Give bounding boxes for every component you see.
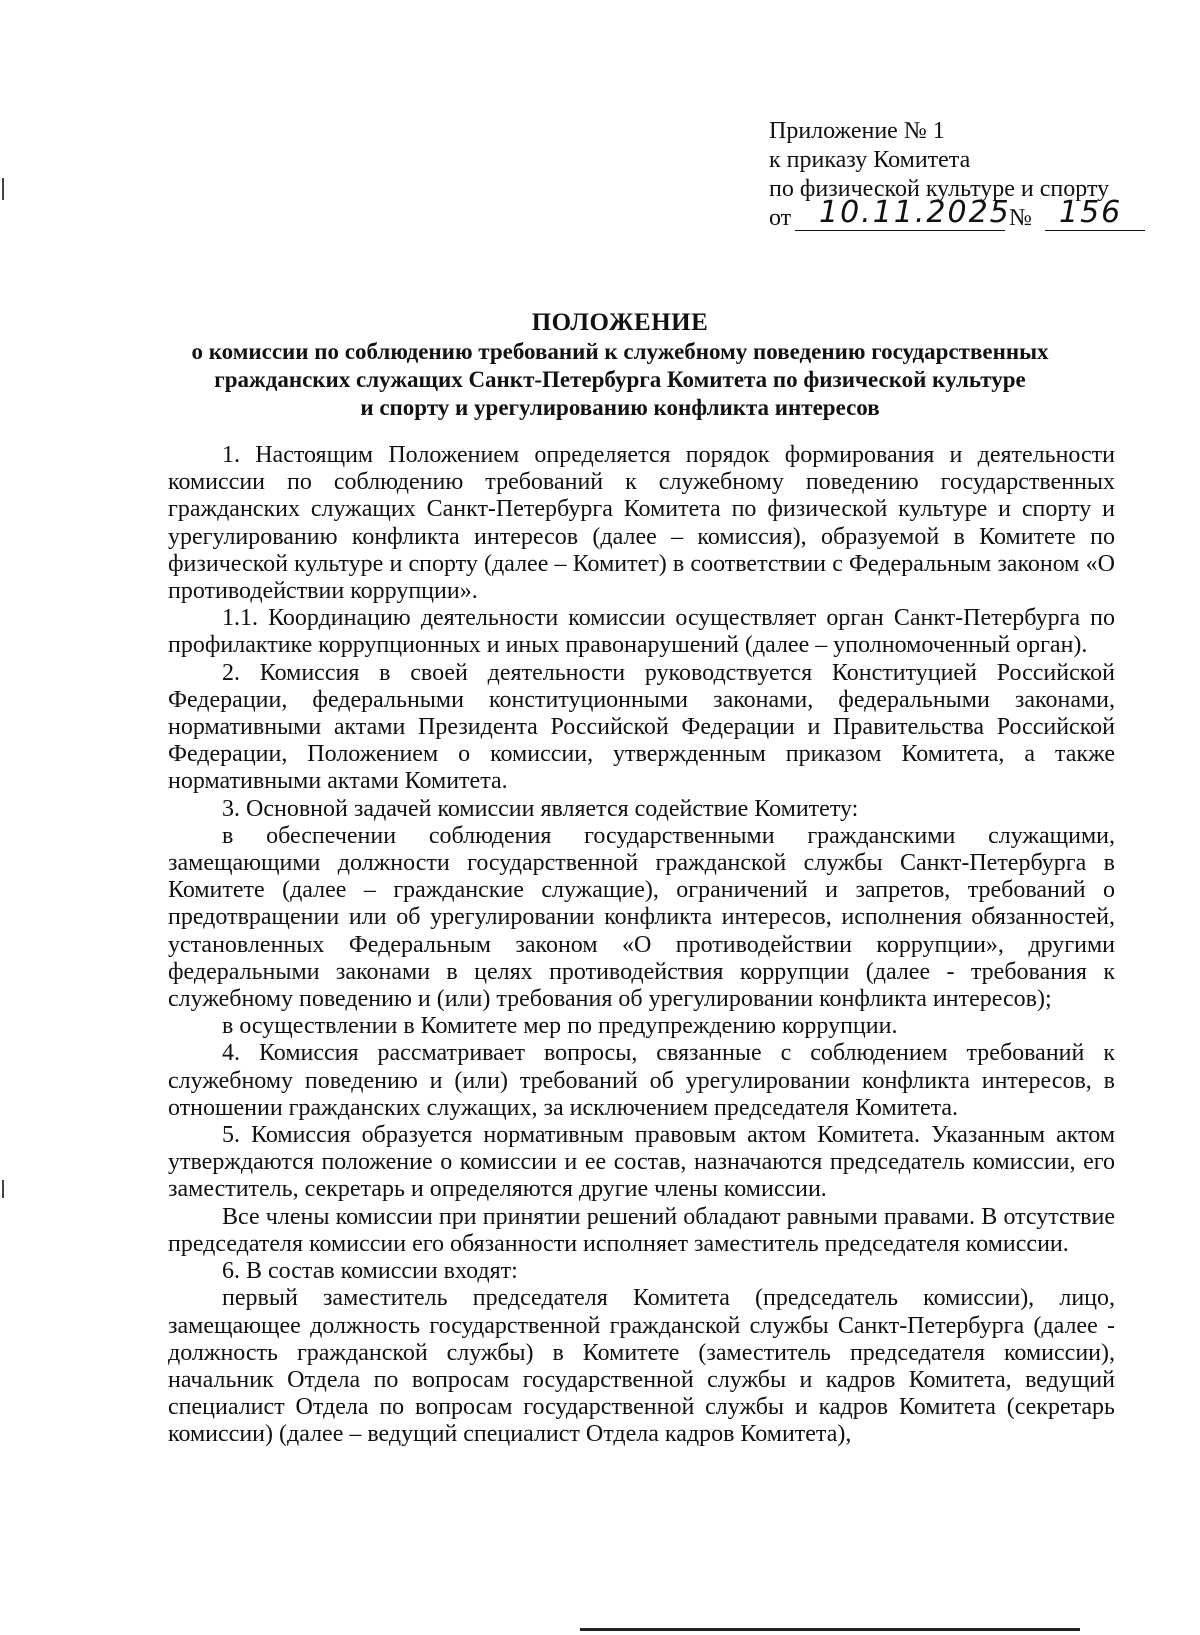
appendix-line: Приложение № 1 [769, 118, 945, 144]
paragraph: в обеспечении соблюдения государственными гражданскими служащими, замещающими должности государственной гражданской службы Санкт-Петербурга в Комитете (далее – гражданские служащие), ограничений и запретов, требований о предотвращении или об урегулировании конфликта интересов, исполнения обязанностей, установленных Федеральным законом «О противодействии коррупции», другими федеральными законами в целях противодействия коррупции (далее - требования к служебному поведению и (или) требования об урегулировании конфликта интересов); [168, 822, 1115, 1013]
title-subtitle-line: о комиссии по соблюдению требований к служебному поведению государственных [191, 339, 1049, 364]
date-underline [795, 230, 1005, 231]
order-date-number [769, 195, 1169, 233]
scan-edge-mark [2, 178, 4, 200]
paragraph: 4. Комиссия рассматривает вопросы, связанные с соблюдением требований к служебному поведению и (или) требований об урегулировании конфликта интересов, в отношении гражданских служащих, за исключением председателя Комитета. [168, 1040, 1115, 1121]
paragraph: 6. В состав комиссии входят: [222, 1258, 518, 1285]
paragraph: 2. Комиссия в своей деятельности руководствуется Конституцией Российской Федерации, федеральными конституционными законами, федеральными законами, нормативными актами Президента Российской Федерации и Правительства Российской Федерации, Положением о комиссии, утвержденным приказом Комитета, а также нормативными актами Комитета. [168, 659, 1115, 795]
paragraph: 3. Основной задачей комиссии является содействие Комитету: [222, 795, 859, 822]
date-label: от [769, 205, 792, 231]
handwritten-date: 10.11.2025 [819, 195, 1011, 230]
scan-edge-mark [2, 1180, 4, 1198]
paragraph: 1.1. Координацию деятельности комиссии осуществляет орган Санкт-Петербурга по профилактике коррупционных и иных правонарушений (далее – уполномоченный орган). [168, 605, 1115, 659]
title-main: ПОЛОЖЕНИЕ [531, 309, 709, 336]
document-body [168, 442, 1115, 1449]
paragraph: 1. Настоящим Положением определяется порядок формирования и деятельности комиссии по соблюдению требований к служебному поведению государственных гражданских служащих Санкт-Петербурга Комитета по физической культуре и спорту и урегулированию конфликта интересов (далее – комиссия), образуемой в Комитете по физической культуре и спорту (далее – Комитет) в соответствии с Федеральным законом «О противодействии коррупции». [168, 442, 1115, 605]
appendix-line: к приказу Комитета [769, 147, 971, 173]
title-subtitle-line: и спорту и урегулированию конфликта интересов [360, 395, 880, 420]
number-underline [1045, 230, 1145, 231]
appendix-line: по физической культуре и спорту [769, 176, 1110, 202]
scan-bottom-edge [580, 1628, 1080, 1631]
title-subtitle-line: гражданских служащих Санкт-Петербурга Комитета по физической культуре [214, 367, 1026, 392]
appendix-header [769, 117, 1169, 233]
number-label: № [1009, 205, 1032, 231]
paragraph: 5. Комиссия образуется нормативным правовым актом Комитета. Указанным актом утверждаются положение о комиссии и ее состав, назначаются председатель комиссии, его заместитель, секретарь и определяются другие члены комиссии. [168, 1122, 1115, 1203]
handwritten-number: 156 [1059, 195, 1123, 230]
document-title [140, 308, 1100, 422]
paragraph: в осуществлении в Комитете мер по предупреждению коррупции. [222, 1013, 898, 1040]
paragraph: первый заместитель председателя Комитета (председатель комиссии), лицо, замещающее должность государственной гражданской службы Санкт-Петербурга (далее - должность гражданской службы) в Комитете (заместитель председателя комиссии), начальник Отдела по вопросам государственной службы и кадров Комитета, ведущий специалист Отдела по вопросам государственной службы и кадров Комитета (секретарь комиссии) (далее – ведущий специалист Отдела кадров Комитета), [168, 1285, 1115, 1448]
paragraph: Все члены комиссии при принятии решений обладают равными правами. В отсутствие председателя комиссии его обязанности исполняет заместитель председателя комиссии. [168, 1203, 1115, 1257]
